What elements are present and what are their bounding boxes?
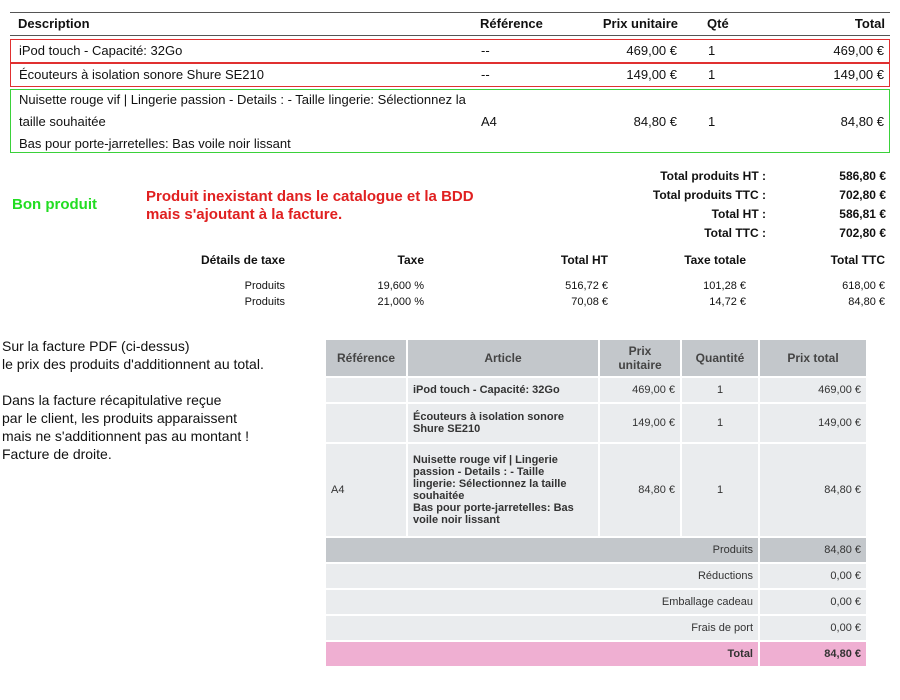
total-value: 702,80 € xyxy=(839,226,886,240)
summary-header-total: Prix total xyxy=(759,339,867,377)
row-total: 84,80 € xyxy=(840,114,884,129)
tax-header-total-ht: Total HT xyxy=(560,253,608,267)
bad-note-line: Produit inexistant dans le catalogue et la BDD xyxy=(146,188,474,205)
explanation-line: Sur la facture PDF (ci-dessus) xyxy=(2,338,190,354)
bad-product-note xyxy=(146,188,474,224)
summary-total: 84,80 € xyxy=(759,443,867,537)
row-description: Écouteurs à isolation sonore Shure SE210 xyxy=(19,67,264,82)
row-description-line: taille souhaitée xyxy=(19,114,106,129)
total-row xyxy=(560,224,886,243)
tax-total-ttc: 618,00 € xyxy=(842,280,885,292)
tax-rate: 21,000 % xyxy=(377,296,424,308)
summary-total: 149,00 € xyxy=(759,403,867,443)
total-value: 702,80 € xyxy=(839,188,886,202)
tax-header xyxy=(0,253,900,273)
tax-row xyxy=(0,296,900,310)
invoice-totals xyxy=(560,167,886,243)
footer-label: Emballage cadeau xyxy=(325,589,759,615)
tax-header-tax: Taxe xyxy=(397,253,424,267)
total-label: Total produits TTC : xyxy=(652,188,766,202)
summary-qty: 1 xyxy=(681,377,759,403)
tax-details xyxy=(0,253,900,310)
row-unit-price: 149,00 € xyxy=(626,67,677,82)
bad-note-line: mais s'ajoutant à la facture. xyxy=(146,206,343,223)
tax-amount: 14,72 € xyxy=(709,296,746,308)
summary-header-unit-price: Prix unitaire xyxy=(599,339,681,377)
footer-label: Produits xyxy=(325,537,759,563)
summary-unit-price: 84,80 € xyxy=(599,443,681,537)
summary-qty: 1 xyxy=(681,403,759,443)
summary-total: 469,00 € xyxy=(759,377,867,403)
row-description: iPod touch - Capacité: 32Go xyxy=(19,43,183,58)
summary-reference xyxy=(325,377,407,403)
footer-value: 84,80 € xyxy=(759,641,867,667)
tax-amount: 101,28 € xyxy=(703,280,746,292)
row-qty: 1 xyxy=(708,114,716,129)
tax-header-total-ttc: Total TTC xyxy=(830,253,885,267)
footer-value: 84,80 € xyxy=(759,537,867,563)
row-description-line: Bas pour porte-jarretelles: Bas voile noir lissant xyxy=(19,136,291,151)
summary-invoice-table xyxy=(324,338,868,668)
summary-footer-products xyxy=(325,537,867,563)
summary-row xyxy=(325,403,867,443)
footer-label: Frais de port xyxy=(325,615,759,641)
explanation-line: mais ne s'additionnent pas au montant ! xyxy=(2,428,250,444)
total-label: Total TTC : xyxy=(704,226,766,240)
total-value: 586,81 € xyxy=(839,207,886,221)
tax-header-details: Détails de taxe xyxy=(200,253,285,267)
summary-article: Écouteurs à isolation sonore Shure SE210 xyxy=(407,403,599,443)
total-label: Total HT : xyxy=(711,207,766,221)
total-label: Total produits HT : xyxy=(660,169,766,183)
row-total: 149,00 € xyxy=(833,67,884,82)
row-qty: 1 xyxy=(708,43,716,58)
summary-article: Nuisette rouge vif | Lingerie passion - Details : - Taille lingerie: Sélectionnez la taille souhaitée Bas pour porte-jarretelles: Bas voile noir lissant xyxy=(407,443,599,537)
row-reference: -- xyxy=(481,43,490,58)
footer-value: 0,00 € xyxy=(759,615,867,641)
header-qty: Qté xyxy=(707,16,729,31)
pdf-row-lingerie xyxy=(10,89,890,153)
row-unit-price: 84,80 € xyxy=(633,114,677,129)
explanation-text xyxy=(2,337,264,463)
summary-row xyxy=(325,443,867,537)
row-description-line: Nuisette rouge vif | Lingerie passion - Details : - Taille lingerie: Sélectionnez la xyxy=(19,92,466,107)
pdf-row-earphones xyxy=(10,63,890,87)
footer-value: 0,00 € xyxy=(759,563,867,589)
summary-unit-price: 149,00 € xyxy=(599,403,681,443)
row-reference: -- xyxy=(481,67,490,82)
pdf-row-ipod xyxy=(10,39,890,63)
summary-article: iPod touch - Capacité: 32Go xyxy=(407,377,599,403)
explanation-line: Facture de droite. xyxy=(2,446,112,462)
footer-value: 0,00 € xyxy=(759,589,867,615)
summary-qty: 1 xyxy=(681,443,759,537)
total-row xyxy=(560,205,886,224)
row-qty: 1 xyxy=(708,67,716,82)
pdf-invoice-table xyxy=(10,12,890,153)
tax-details: Produits xyxy=(244,296,285,308)
tax-rate: 19,600 % xyxy=(377,280,424,292)
explanation-line: par le client, les produits apparaissent xyxy=(2,410,238,426)
summary-header-reference: Référence xyxy=(325,339,407,377)
summary-unit-price: 469,00 € xyxy=(599,377,681,403)
summary-footer-total xyxy=(325,641,867,667)
header-reference: Référence xyxy=(480,16,543,31)
header-description: Description xyxy=(18,16,90,31)
summary-header-article: Article xyxy=(407,339,599,377)
header-unit-price: Prix unitaire xyxy=(602,16,678,31)
explanation-line: Dans la facture récapitulative reçue xyxy=(2,392,222,408)
summary-footer-shipping xyxy=(325,615,867,641)
tax-total-ttc: 84,80 € xyxy=(848,296,885,308)
total-value: 586,80 € xyxy=(839,169,886,183)
total-row xyxy=(560,186,886,205)
row-unit-price: 469,00 € xyxy=(626,43,677,58)
summary-header-qty: Quantité xyxy=(681,339,759,377)
explanation-line: le prix des produits d'additionnent au total. xyxy=(2,356,264,372)
summary-reference xyxy=(325,403,407,443)
tax-header-tax-total: Taxe totale xyxy=(684,253,746,267)
footer-label: Total xyxy=(325,641,759,667)
tax-details: Produits xyxy=(244,280,285,292)
summary-footer-discounts xyxy=(325,563,867,589)
pdf-table-header xyxy=(10,12,890,36)
tax-total-ht: 70,08 € xyxy=(571,296,608,308)
summary-reference: A4 xyxy=(325,443,407,537)
tax-total-ht: 516,72 € xyxy=(565,280,608,292)
good-product-note: Bon produit xyxy=(12,196,97,213)
row-reference: A4 xyxy=(481,114,497,129)
total-row xyxy=(560,167,886,186)
header-total: Total xyxy=(854,16,885,31)
summary-row xyxy=(325,377,867,403)
summary-footer-gift-wrap xyxy=(325,589,867,615)
tax-row xyxy=(0,280,900,294)
footer-label: Réductions xyxy=(325,563,759,589)
row-total: 469,00 € xyxy=(833,43,884,58)
